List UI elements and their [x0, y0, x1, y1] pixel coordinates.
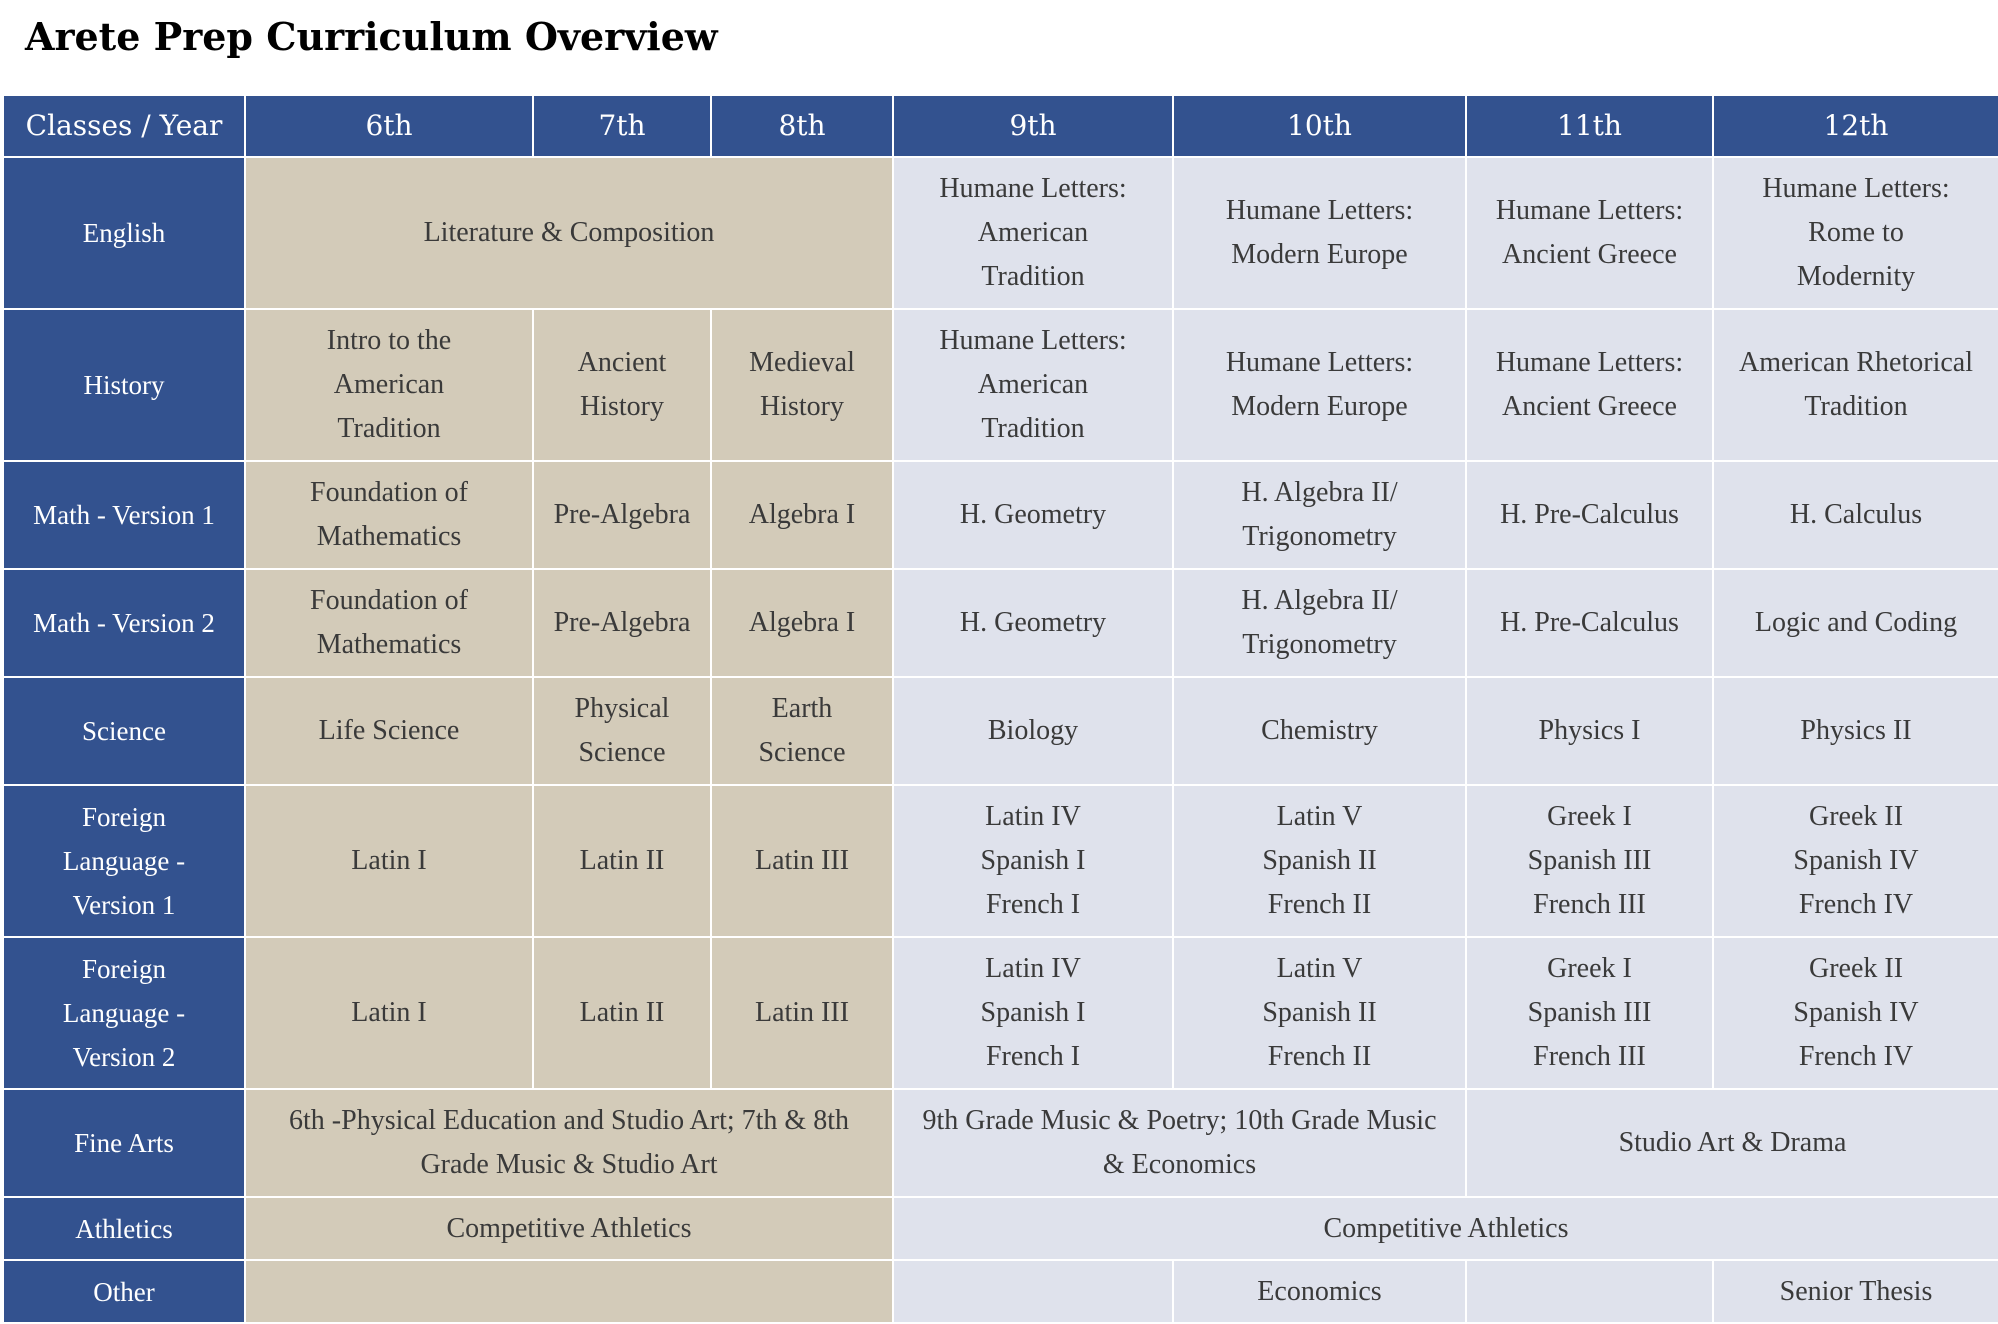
- cell-line: French I: [985, 889, 1081, 920]
- cell-finearts-11-12: Studio Art & Drama: [1466, 1089, 1998, 1197]
- row-label-math-version-1: Math - Version 1: [3, 461, 245, 569]
- header-grade-8: 8th: [711, 95, 893, 157]
- header-row: [3, 95, 1998, 157]
- cell-line: Latin IV: [985, 801, 1081, 832]
- cell-math1-10: [1173, 461, 1466, 569]
- cell-lang2-11: [1466, 937, 1713, 1089]
- cell-line: H. Algebra II/: [1241, 477, 1398, 508]
- header-grade-6: 6th: [245, 95, 533, 157]
- cell-history-9: [893, 309, 1173, 461]
- cell-history-10: [1173, 309, 1466, 461]
- cell-lang1-8: Latin III: [711, 785, 893, 937]
- row-fine-arts: [3, 1089, 1998, 1197]
- cell-math2-8: Algebra I: [711, 569, 893, 677]
- row-label-line: Foreign: [82, 802, 166, 832]
- cell-history-7: [533, 309, 711, 461]
- cell-lang2-9: [893, 937, 1173, 1089]
- cell-line: French II: [1267, 1041, 1372, 1072]
- row-science: [3, 677, 1998, 785]
- header-grade-7: 7th: [533, 95, 711, 157]
- cell-science-7: [533, 677, 711, 785]
- cell-math2-7: Pre-Algebra: [533, 569, 711, 677]
- cell-line: Physical: [574, 693, 670, 724]
- row-label-other: Other: [3, 1260, 245, 1323]
- cell-line: Science: [578, 737, 666, 768]
- cell-line: Mathematics: [316, 629, 462, 660]
- row-other: [3, 1260, 1998, 1323]
- cell-lang1-11: [1466, 785, 1713, 937]
- cell-english-11: [1466, 157, 1713, 309]
- cell-lang1-7: Latin II: [533, 785, 711, 937]
- cell-lang2-8: Latin III: [711, 937, 893, 1089]
- cell-science-12: Physics II: [1713, 677, 1998, 785]
- cell-line: H. Algebra II/: [1241, 585, 1398, 616]
- cell-history-6: [245, 309, 533, 461]
- cell-athletics-middle-school: Competitive Athletics: [245, 1197, 893, 1260]
- row-label-math-version-2: Math - Version 2: [3, 569, 245, 677]
- cell-science-6: Life Science: [245, 677, 533, 785]
- cell-line: Ancient Greece: [1502, 391, 1677, 422]
- cell-line: Tradition: [981, 413, 1085, 444]
- cell-other-11: [1466, 1260, 1713, 1323]
- cell-history-11: [1466, 309, 1713, 461]
- cell-line: Spanish III: [1527, 845, 1652, 876]
- cell-line: Greek II: [1808, 953, 1904, 984]
- cell-other-9: [893, 1260, 1173, 1323]
- cell-line: Earth: [771, 693, 833, 724]
- cell-line: Humane Letters:: [1495, 347, 1684, 378]
- cell-other-middle-school: [245, 1260, 893, 1323]
- row-label-athletics: Athletics: [3, 1197, 245, 1260]
- cell-line: Foundation of: [310, 585, 468, 616]
- cell-line: Humane Letters:: [939, 173, 1127, 204]
- cell-line: French I: [985, 1041, 1081, 1072]
- row-math-version-1: [3, 461, 1998, 569]
- cell-line: & Economics: [1102, 1149, 1257, 1180]
- cell-english-middle-school: Literature & Composition: [245, 157, 893, 309]
- cell-lang2-10: [1173, 937, 1466, 1089]
- row-english: [3, 157, 1998, 309]
- cell-athletics-high-school: Competitive Athletics: [893, 1197, 1998, 1260]
- row-history: [3, 309, 1998, 461]
- cell-lang1-6: Latin I: [245, 785, 533, 937]
- cell-finearts-9-10: [893, 1089, 1466, 1197]
- row-athletics: [3, 1197, 1998, 1260]
- cell-math1-11: H. Pre-Calculus: [1466, 461, 1713, 569]
- cell-line: Spanish II: [1262, 997, 1377, 1028]
- cell-line: American Rhetorical: [1738, 347, 1973, 378]
- cell-math2-10: [1173, 569, 1466, 677]
- curriculum-table: [2, 94, 1998, 1324]
- row-label-fine-arts: Fine Arts: [3, 1089, 245, 1197]
- cell-line: 9th Grade Music & Poetry; 10th Grade Music: [922, 1105, 1437, 1136]
- header-grade-11: 11th: [1466, 95, 1713, 157]
- cell-line: Humane Letters:: [1495, 195, 1684, 226]
- cell-finearts-middle-school: [245, 1089, 893, 1197]
- cell-line: French IV: [1798, 889, 1914, 920]
- cell-line: Spanish I: [980, 997, 1086, 1028]
- cell-line: Spanish I: [980, 845, 1086, 876]
- cell-line: Modern Europe: [1231, 391, 1408, 422]
- cell-line: Tradition: [1804, 391, 1908, 422]
- cell-line: Ancient Greece: [1502, 239, 1677, 270]
- cell-line: Modern Europe: [1231, 239, 1408, 270]
- cell-line: Science: [758, 737, 846, 768]
- cell-english-9: [893, 157, 1173, 309]
- cell-math1-9: H. Geometry: [893, 461, 1173, 569]
- row-label-science: Science: [3, 677, 245, 785]
- row-label-history: History: [3, 309, 245, 461]
- cell-line: History: [580, 391, 664, 422]
- cell-line: Mathematics: [316, 521, 462, 552]
- cell-line: American: [977, 217, 1089, 248]
- row-label-english: English: [3, 157, 245, 309]
- cell-line: Trigonometry: [1242, 629, 1397, 660]
- page-title: Arete Prep Curriculum Overview: [25, 14, 718, 59]
- row-label-line: Version 1: [72, 890, 176, 920]
- cell-line: Greek I: [1547, 801, 1632, 832]
- cell-line: Latin IV: [985, 953, 1081, 984]
- cell-line: History: [760, 391, 844, 422]
- cell-lang1-9: [893, 785, 1173, 937]
- row-foreign-language-version-2: [3, 937, 1998, 1089]
- row-foreign-language-version-1: [3, 785, 1998, 937]
- row-math-version-2: [3, 569, 1998, 677]
- cell-line: Foundation of: [310, 477, 468, 508]
- cell-line: French III: [1533, 1041, 1646, 1072]
- cell-line: Greek II: [1808, 801, 1904, 832]
- row-label-line: Version 2: [72, 1042, 176, 1072]
- cell-math2-12: Logic and Coding: [1713, 569, 1998, 677]
- cell-math1-8: Algebra I: [711, 461, 893, 569]
- cell-science-9: Biology: [893, 677, 1173, 785]
- header-grade-9: 9th: [893, 95, 1173, 157]
- cell-line: Humane Letters:: [1225, 195, 1414, 226]
- cell-line: Trigonometry: [1242, 521, 1397, 552]
- row-label-foreign-language-version-2: [3, 937, 245, 1089]
- cell-math2-6: [245, 569, 533, 677]
- cell-math1-6: [245, 461, 533, 569]
- cell-line: Greek I: [1547, 953, 1632, 984]
- cell-math2-9: H. Geometry: [893, 569, 1173, 677]
- cell-line: French II: [1267, 889, 1372, 920]
- header-grade-12: 12th: [1713, 95, 1998, 157]
- header-classes-year: Classes / Year: [3, 95, 245, 157]
- cell-line: French III: [1533, 889, 1646, 920]
- cell-lang1-12: [1713, 785, 1998, 937]
- cell-line: Rome to: [1808, 217, 1904, 248]
- cell-line: Spanish II: [1262, 845, 1377, 876]
- cell-lang1-10: [1173, 785, 1466, 937]
- cell-science-8: [711, 677, 893, 785]
- cell-line: Humane Letters:: [939, 325, 1127, 356]
- row-label-line: Language -: [62, 998, 186, 1028]
- cell-line: Intro to the: [326, 325, 452, 356]
- cell-line: French IV: [1798, 1041, 1914, 1072]
- cell-history-8: [711, 309, 893, 461]
- cell-other-10: Economics: [1173, 1260, 1466, 1323]
- cell-line: Spanish IV: [1793, 845, 1919, 876]
- row-label-foreign-language-version-1: [3, 785, 245, 937]
- cell-line: Modernity: [1796, 261, 1916, 292]
- cell-line: Tradition: [337, 413, 441, 444]
- cell-lang2-12: [1713, 937, 1998, 1089]
- cell-line: Latin V: [1276, 801, 1363, 832]
- cell-line: American: [333, 369, 445, 400]
- cell-line: Latin V: [1276, 953, 1363, 984]
- cell-line: Spanish III: [1527, 997, 1652, 1028]
- cell-history-12: [1713, 309, 1998, 461]
- cell-other-12: Senior Thesis: [1713, 1260, 1998, 1323]
- row-label-line: Foreign: [82, 954, 166, 984]
- cell-line: Tradition: [981, 261, 1085, 292]
- header-grade-10: 10th: [1173, 95, 1466, 157]
- cell-math1-12: H. Calculus: [1713, 461, 1998, 569]
- cell-line: 6th -Physical Education and Studio Art; 7th & 8th: [289, 1105, 849, 1136]
- cell-line: Ancient: [577, 347, 667, 378]
- row-label-line: Language -: [62, 846, 186, 876]
- cell-line: Grade Music & Studio Art: [420, 1149, 718, 1180]
- cell-line: Humane Letters:: [1225, 347, 1414, 378]
- cell-science-11: Physics I: [1466, 677, 1713, 785]
- cell-math1-7: Pre-Algebra: [533, 461, 711, 569]
- cell-line: American: [977, 369, 1089, 400]
- cell-line: Spanish IV: [1793, 997, 1919, 1028]
- cell-line: Humane Letters:: [1762, 173, 1950, 204]
- cell-line: Medieval: [749, 347, 855, 378]
- cell-science-10: Chemistry: [1173, 677, 1466, 785]
- cell-math2-11: H. Pre-Calculus: [1466, 569, 1713, 677]
- cell-english-10: [1173, 157, 1466, 309]
- cell-lang2-7: Latin II: [533, 937, 711, 1089]
- cell-english-12: [1713, 157, 1998, 309]
- cell-lang2-6: Latin I: [245, 937, 533, 1089]
